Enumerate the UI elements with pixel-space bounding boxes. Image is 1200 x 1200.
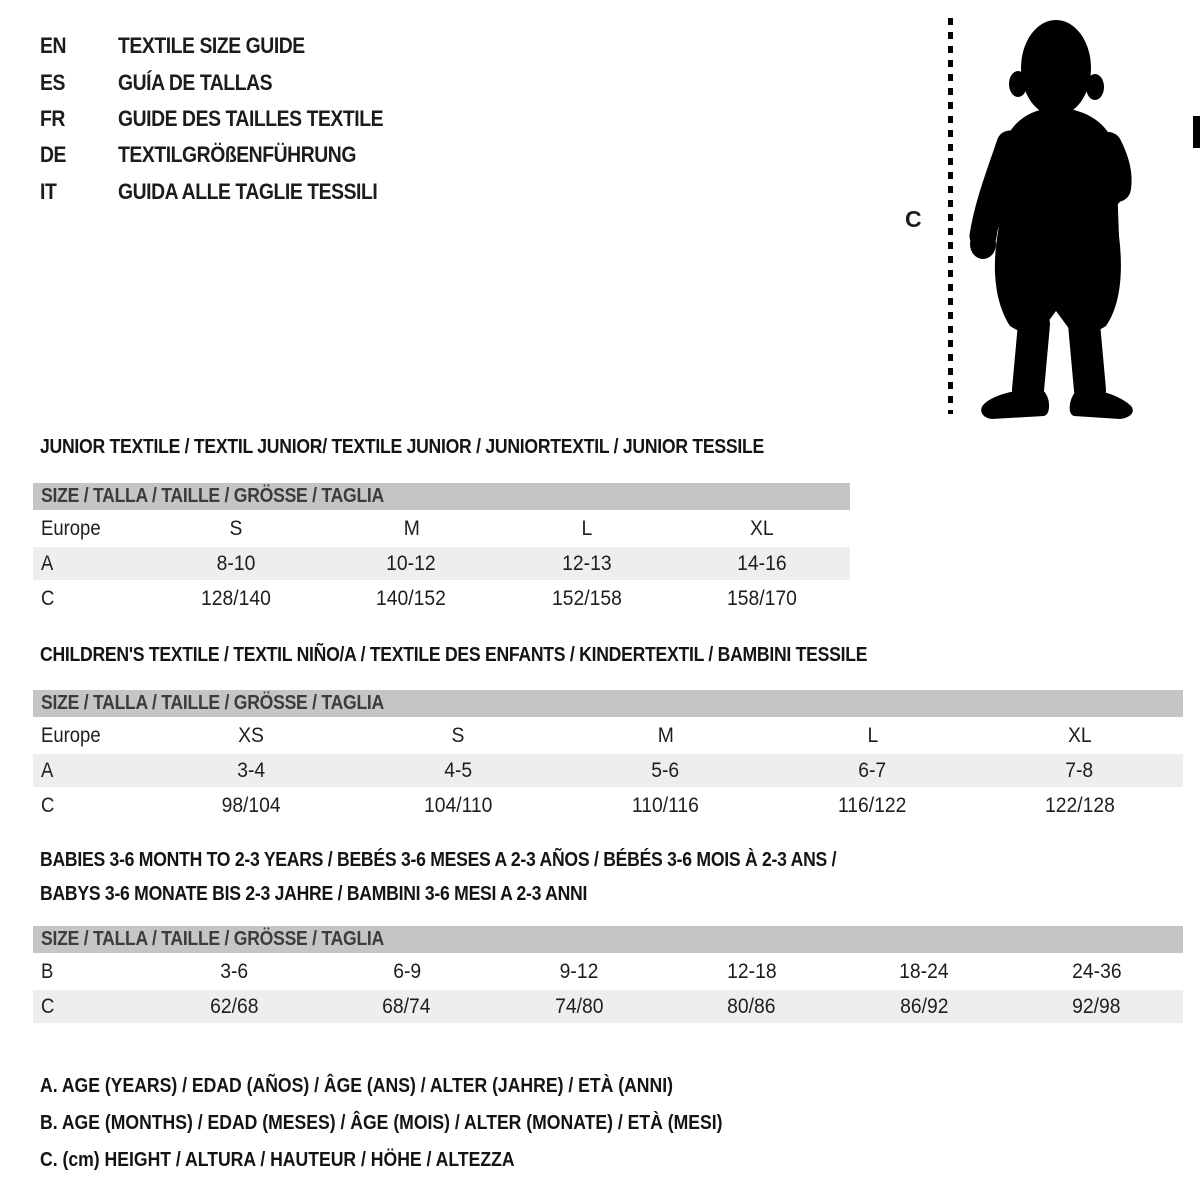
language-code: EN: [40, 33, 67, 59]
babies-size-table: [33, 926, 1183, 1023]
edge-crop-mark: [1193, 116, 1200, 148]
table-cell: 98/104: [221, 793, 282, 817]
row-label: C: [41, 793, 55, 817]
table-cell: 10-12: [386, 551, 436, 575]
table-cell: 68/74: [382, 994, 431, 1018]
list-item: [40, 101, 419, 137]
table-cell: S: [229, 516, 243, 540]
guide-title: TEXTILGRÖßENFÜHRUNG: [118, 142, 356, 168]
row-label: Europe: [41, 723, 101, 747]
guide-title: TEXTILE SIZE GUIDE: [118, 33, 305, 59]
table-cell: 116/122: [838, 793, 907, 817]
table-cell: 110/116: [632, 793, 699, 817]
table-cell: L: [581, 516, 593, 540]
table-cell: S: [452, 723, 465, 747]
table-row: [33, 582, 850, 615]
list-item: [40, 28, 419, 64]
table-cell: XS: [238, 723, 265, 747]
table-row: [33, 990, 1183, 1023]
language-code: DE: [40, 142, 67, 168]
table-cell: 80/86: [727, 994, 776, 1018]
table-cell: 140/152: [376, 586, 447, 610]
table-cell: 92/98: [1072, 994, 1121, 1018]
language-title-list: [40, 28, 419, 210]
legend-line-a: A. AGE (YEARS) / EDAD (AÑOS) / ÂGE (ANS) / ALTER (JAHRE) / ETÀ (ANNI): [40, 1075, 673, 1097]
table-cell: 158/170: [727, 586, 798, 610]
table-cell: M: [657, 723, 674, 747]
table-row: [33, 754, 1183, 787]
table-row: [33, 547, 850, 580]
measure-label-c: C: [905, 206, 922, 232]
table-cell: 12-18: [727, 959, 777, 983]
table-cell: 9-12: [559, 959, 599, 983]
guide-title: GUÍA DE TALLAS: [118, 69, 273, 95]
size-table-header: SIZE / TALLA / TAILLE / GRÖSSE / TAGLIA: [33, 483, 850, 510]
table-cell: L: [867, 723, 878, 747]
table-cell: 122/128: [1044, 793, 1115, 817]
junior-size-table: [33, 483, 850, 615]
table-cell: 14-16: [737, 551, 787, 575]
babies-section-heading: BABIES 3-6 MONTH TO 2-3 YEARS / BEBÉS 3-6 MESES A 2-3 AÑOS / BÉBÉS 3-6 MOIS À 2-3 ANS / BABYS 3-6 MONATE BIS 2-3 JAHRE / BAMBINI 3-6 MESI A 2-3 ANNI: [40, 849, 837, 905]
row-label: C: [41, 586, 55, 610]
legend-line-c: C. (cm) HEIGHT / ALTURA / HAUTEUR / HÖHE / ALTEZZA: [40, 1149, 515, 1171]
table-cell: 62/68: [210, 994, 259, 1018]
row-label: Europe: [41, 516, 101, 540]
language-code: ES: [40, 69, 65, 95]
table-cell: 3-6: [220, 959, 249, 983]
table-cell: M: [403, 516, 420, 540]
table-cell: 3-4: [237, 758, 266, 782]
children-section-heading: CHILDREN'S TEXTILE / TEXTIL NIÑO/A / TEXTILE DES ENFANTS / KINDERTEXTIL / BAMBINI TESSILE: [40, 644, 868, 666]
size-table-header: SIZE / TALLA / TAILLE / GRÖSSE / TAGLIA: [33, 926, 1183, 953]
table-cell: 128/140: [200, 586, 271, 610]
guide-title: GUIDA ALLE TAGLIE TESSILI: [118, 178, 378, 204]
table-cell: 8-10: [216, 551, 256, 575]
size-table-header: SIZE / TALLA / TAILLE / GRÖSSE / TAGLIA: [33, 690, 1183, 717]
table-row: [33, 512, 850, 545]
table-cell: 12-13: [562, 551, 612, 575]
table-cell: 74/80: [555, 994, 604, 1018]
table-cell: XL: [750, 516, 775, 540]
table-cell: 5-6: [651, 758, 680, 782]
table-row: [33, 719, 1183, 752]
list-item: [40, 64, 419, 100]
list-item: [40, 174, 419, 210]
row-label: C: [41, 994, 55, 1018]
language-code: IT: [40, 178, 57, 204]
table-cell: 6-7: [858, 758, 887, 782]
row-label: A: [41, 551, 54, 575]
table-row: [33, 789, 1183, 822]
table-cell: XL: [1067, 723, 1092, 747]
table-cell: 18-24: [899, 959, 949, 983]
table-cell: 6-9: [392, 959, 421, 983]
junior-section-heading: JUNIOR TEXTILE / TEXTIL JUNIOR/ TEXTILE JUNIOR / JUNIORTEXTIL / JUNIOR TESSILE: [40, 436, 764, 458]
toddler-silhouette: [962, 12, 1146, 424]
table-cell: 104/110: [424, 793, 493, 817]
row-label: B: [41, 959, 54, 983]
table-cell: 152/158: [551, 586, 622, 610]
row-label: A: [41, 758, 54, 782]
measurement-legend: [40, 1068, 816, 1179]
table-cell: 24-36: [1072, 959, 1122, 983]
legend-line-b: B. AGE (MONTHS) / EDAD (MESES) / ÂGE (MOIS) / ALTER (MONATE) / ETÀ (MESI): [40, 1112, 723, 1134]
language-code: FR: [40, 105, 65, 131]
table-cell: 4-5: [444, 758, 473, 782]
list-item: [40, 137, 419, 173]
table-row: [33, 955, 1183, 988]
table-cell: 86/92: [900, 994, 949, 1018]
table-cell: 7-8: [1065, 758, 1094, 782]
guide-title: GUIDE DES TAILLES TEXTILE: [118, 105, 384, 131]
height-measure-dashed-line: [948, 18, 953, 414]
children-size-table: [33, 690, 1183, 822]
